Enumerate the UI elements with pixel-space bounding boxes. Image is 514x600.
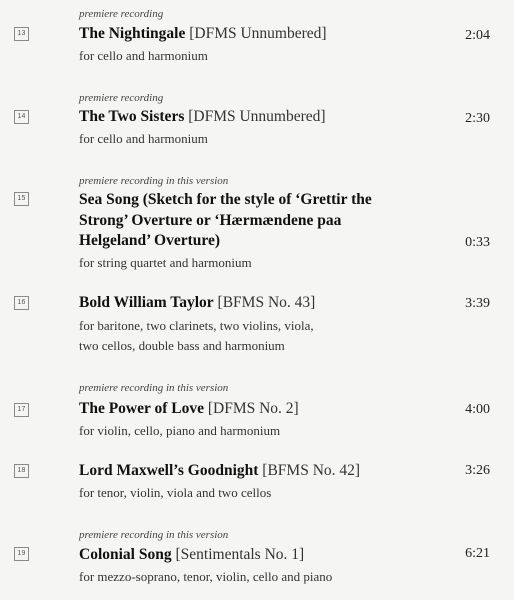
catalogue-number: [DFMS Unnumbered] bbox=[189, 25, 327, 42]
track-duration: 2:04 bbox=[465, 28, 490, 43]
track-number-box: 14 bbox=[14, 110, 29, 124]
track-duration: 3:39 bbox=[465, 296, 490, 311]
instrumentation bbox=[79, 316, 459, 356]
track-number-box: 16 bbox=[14, 296, 29, 310]
instrumentation: for cello and harmonium bbox=[79, 131, 208, 146]
instrumentation: for string quartet and harmonium bbox=[79, 255, 252, 270]
track-duration: 2:30 bbox=[465, 111, 490, 126]
track-title-line-3: Helgeland’ Overture) bbox=[79, 232, 221, 249]
track-title-line bbox=[79, 461, 459, 482]
catalogue-number: [DFMS Unnumbered] bbox=[188, 108, 326, 125]
track-title: Colonial Song bbox=[79, 546, 172, 563]
track-title-line bbox=[79, 545, 459, 566]
track-duration: 6:21 bbox=[465, 546, 490, 561]
track-number-box: 17 bbox=[14, 403, 29, 417]
recording-note: premiere recording bbox=[79, 8, 164, 20]
track-title-line bbox=[79, 107, 459, 128]
instrumentation: for mezzo-soprano, tenor, violin, cello and piano bbox=[79, 569, 333, 584]
track-number-box: 15 bbox=[14, 192, 29, 206]
track-title: Lord Maxwell’s Goodnight bbox=[79, 462, 259, 479]
catalogue-number: [Sentimentals No. 1] bbox=[175, 546, 305, 563]
track-number-box: 18 bbox=[14, 464, 29, 478]
recording-note: premiere recording in this version bbox=[79, 175, 229, 187]
catalogue-number: [DFMS No. 2] bbox=[207, 400, 299, 417]
instrumentation-line-1: for baritone, two clarinets, two violins, viola, bbox=[79, 318, 314, 333]
track-title: The Power of Love bbox=[79, 400, 204, 417]
instrumentation: for tenor, violin, viola and two cellos bbox=[79, 485, 272, 500]
recording-note: premiere recording in this version bbox=[79, 529, 229, 541]
track-title-line-1: Sea Song (Sketch for the style of ‘Grettir the bbox=[79, 191, 372, 208]
track-duration: 3:26 bbox=[465, 463, 490, 478]
track-title-line bbox=[79, 293, 459, 314]
instrumentation-line-2: two cellos, double bass and harmonium bbox=[79, 338, 285, 353]
recording-note: premiere recording bbox=[79, 92, 164, 104]
catalogue-number: [BFMS No. 42] bbox=[262, 462, 361, 479]
track-number-box: 19 bbox=[14, 547, 29, 561]
track-number-box: 13 bbox=[14, 27, 29, 41]
track-title-line bbox=[79, 399, 459, 420]
instrumentation: for cello and harmonium bbox=[79, 48, 208, 63]
track-title: Bold William Taylor bbox=[79, 294, 214, 311]
recording-note: premiere recording in this version bbox=[79, 382, 229, 394]
track-duration: 4:00 bbox=[465, 402, 490, 417]
instrumentation: for violin, cello, piano and harmonium bbox=[79, 423, 281, 438]
track-title: The Nightingale bbox=[79, 25, 186, 42]
track-title-line bbox=[79, 24, 459, 45]
track-title: The Two Sisters bbox=[79, 108, 185, 125]
track-duration: 0:33 bbox=[465, 235, 490, 250]
catalogue-number: [BFMS No. 43] bbox=[217, 294, 316, 311]
track-title-block bbox=[79, 190, 459, 252]
track-title-line-2: Strong’ Overture or ‘Hærmændene paa bbox=[79, 211, 342, 229]
